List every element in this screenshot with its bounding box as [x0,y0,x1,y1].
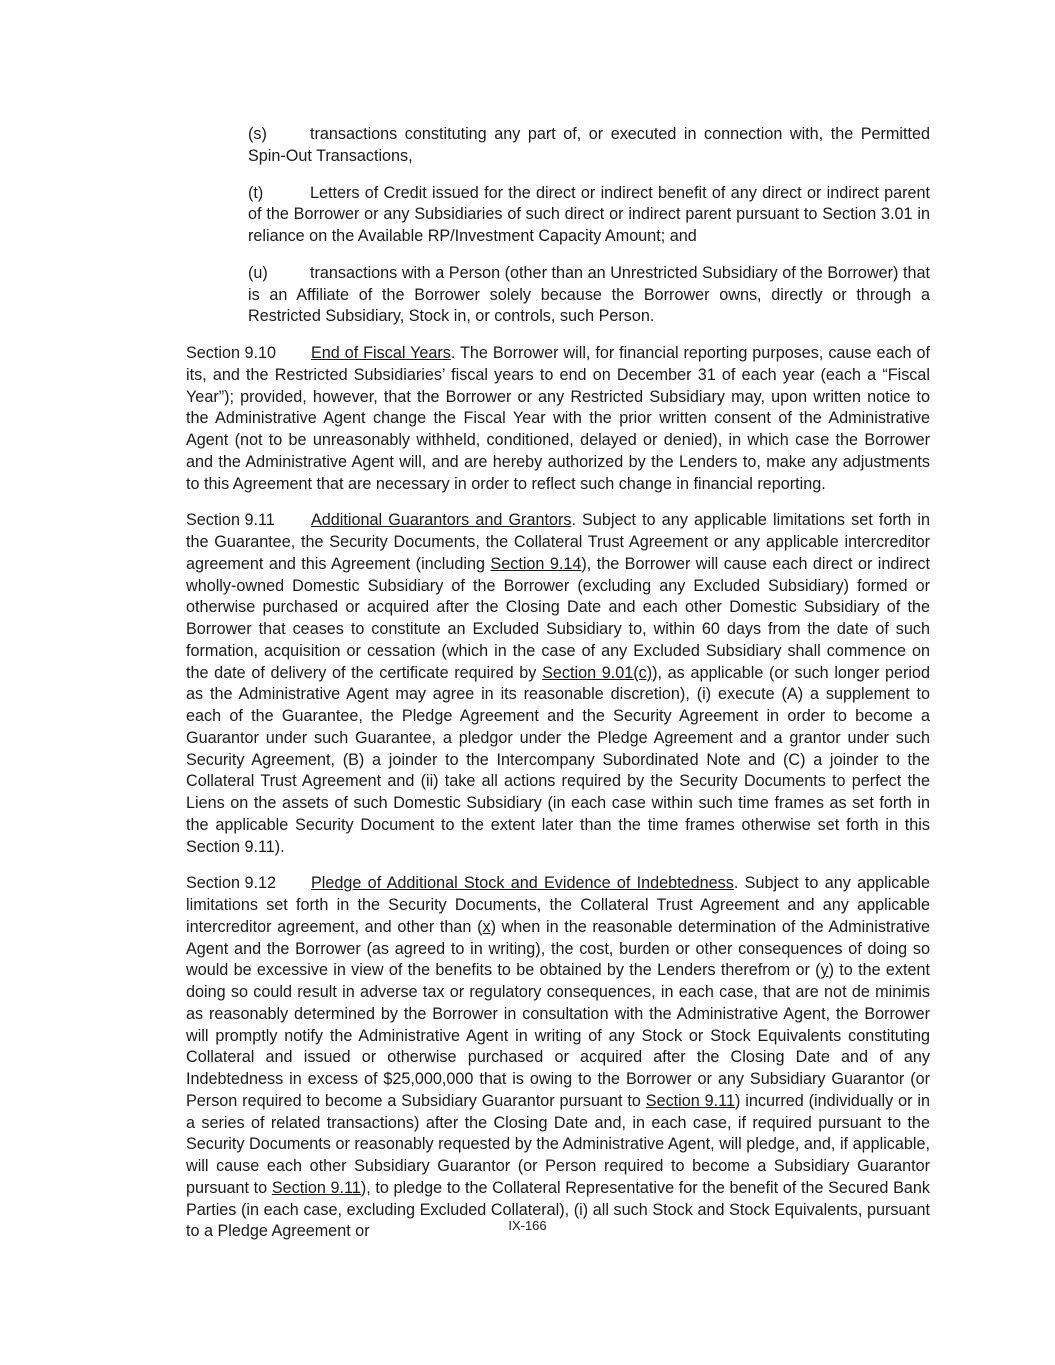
section-number: Section 9.12 [186,874,276,893]
section-heading: Additional Guarantors and Grantors [311,511,572,530]
section-heading: End of Fiscal Years [311,344,451,362]
clause-t [124,183,930,248]
clause-s [124,124,930,168]
section-text: . The Borrower will, for financial reporting purposes, cause each of its, and the Restricted Subsidiaries’ fiscal years to end on December 31 of each year (each a “Fiscal Year”); provided, however, that the Borrower or any Restricted Subsidiary may, upon written notice to the Administrative Agent change the Fiscal Year with the prior written consent of the Administrative Agent (not to be unreasonably withheld, conditioned, delayed or denied), in which case the Borrower and the Administrative Agent will, and are hereby authorized by the Lenders to, make any adjustments to this Agreement that are necessary in order to reflect such change in financial reporting. [186,344,930,493]
section-number: Section 9.10 [186,344,276,362]
clause-label: (s) [248,125,267,143]
section-text: ), to pledge to the Collateral Representative for the benefit of the Secured Bank Parties (in each case, excluding Excluded Collateral), (i) all such Stock and Stock Equivalents, pursuant to a Pledge Agreement or [186,1178,930,1241]
clause-text: Letters of Credit issued for the direct or indirect benefit of any direct or indirect parent of the Borrower or any Subsidiaries of such direct or indirect parent pursuant to Section 3.01 in reliance on the Available RP/Investment Capacity Amount; and [248,183,930,245]
cross-reference: Section 9.11 [645,1091,735,1110]
enumerator-y: y [820,961,829,980]
section-text: . Subject to any applicable limitations set forth in the Guarantee, the Security Documents, the Collateral Trust Agreement or any applicable intercreditor agreement and this Agreement (including [186,511,930,573]
section-text: ) when in the reasonable determination of the Administrative Agent and the Borrower (as agreed to in writing), the cost, burden or other consequences of doing so would be excessive in view of the benefits to be obtained by the Lenders therefrom or ( [186,917,930,980]
page-number: IX-166 [508,1218,547,1233]
section-text: ) to the extent doing so could result in adverse tax or regulatory consequences, in each case, that are not de minimis as reasonably determined by the Borrower in consultation with the Administrative Agent, the Borrower will promptly notify the Administrative Agent in writing of any Stock or Stock Equivalents constituting Collateral and issued or otherwise purchased or acquired after the Closing Date and of any Indebtedness in excess of $25,000,000 that is owing to the Borrower or any Subsidiary Guarantor (or Person required to become a Subsidiary Guarantor pursuant to [186,961,930,1110]
clause-label: (t) [248,183,264,202]
clause-label: (u) [248,263,268,282]
cross-reference: Section 9.11 [271,1178,361,1197]
section-9-10 [124,343,930,495]
cross-reference: Section 9.01(c) [542,663,653,682]
clause-text: transactions constituting any part of, or executed in connection with, the Permitted Spin-Out Transactions, [248,125,930,165]
section-text: . Subject to any applicable limitations set forth in the Security Documents, the Collateral Trust Agreement and any applicable intercreditor agreement, and other than ( [186,874,930,936]
section-text: ), the Borrower will cause each direct or indirect wholly-owned Domestic Subsidiary of the Borrower (excluding any Excluded Subsidiary) formed or otherwise purchased or acquired after the Closing Date and each other Domestic Subsidiary of the Borrower that ceases to constitute an Excluded Subsidiary to, within 60 days from the date of such formation, acquisition or cessation (which in the case of any Excluded Subsidiary shall commence on the date of delivery of the certificate required by [186,554,930,682]
section-number: Section 9.11 [186,511,275,530]
enumerator-x: x [482,917,491,936]
section-heading: Pledge of Additional Stock and Evidence of Indebtedness [311,874,734,893]
section-9-12 [124,873,930,1243]
section-text: ) incurred (individually or in a series of related transactions) after the Closing Date and, in each case, if required pursuant to the Security Documents or reasonably requested by the Administrative Agent, will pledge, and, if applicable, will cause each other Subsidiary Guarantor (or Person required to become a Subsidiary Guarantor pursuant to [186,1091,930,1197]
section-text: ), as applicable (or such longer period as the Administrative Agent may agree in its reasonable discretion), (i) execute (A) a supplement to each of the Guarantee, the Pledge Agreement and the Security Agreement in order to become a Guarantor under such Guarantee, a pledgor under the Pledge Agreement and a grantor under such Security Agreement, (B) a joinder to the Intercompany Subordinated Note and (C) a joinder to the Collateral Trust Agreement and (ii) take all actions required by the Security Documents to perfect the Liens on the assets of such Domestic Subsidiary (in each case within such time frames as set forth in the applicable Security Document to the extent later than the time frames otherwise set forth in this Section 9.11). [186,663,930,856]
section-9-11 [124,510,930,858]
clause-u [124,263,930,328]
clause-text: transactions with a Person (other than an Unrestricted Subsidiary of the Borrower) that is an Affiliate of the Borrower solely because the Borrower owns, directly or through a Restricted Subsidiary, Stock in, or controls, such Person. [248,263,930,326]
document-body [124,124,930,1258]
cross-reference: Section 9.14 [490,554,582,573]
